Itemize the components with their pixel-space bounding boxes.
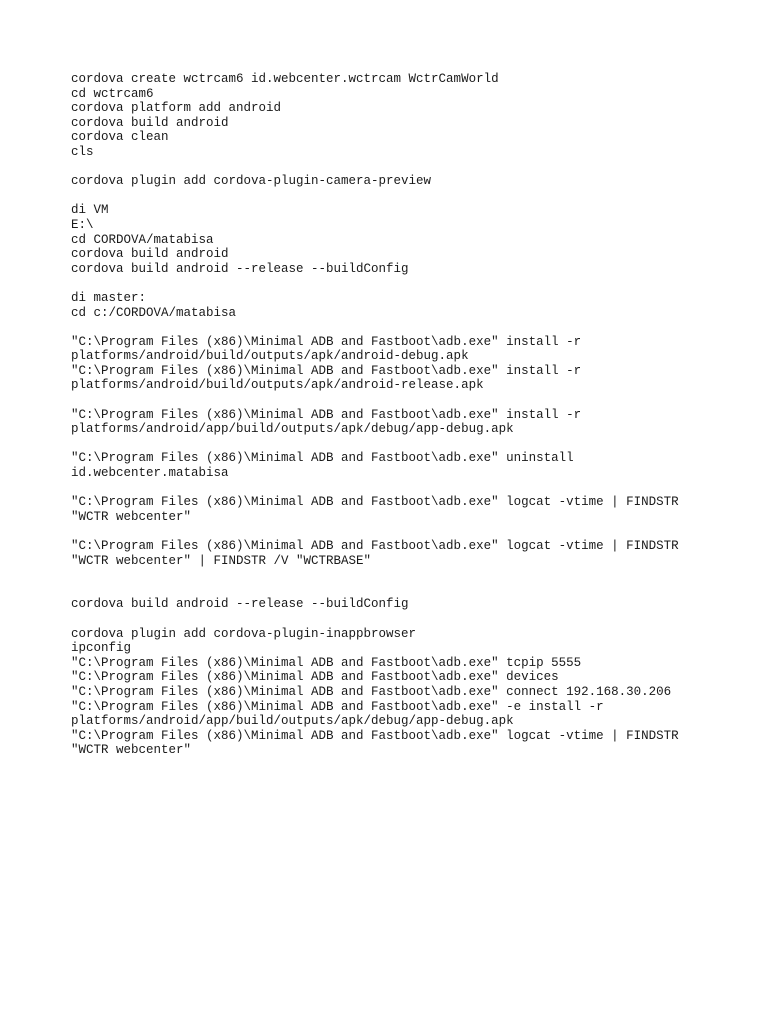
text-line: "WCTR webcenter" [71, 509, 192, 524]
text-block-adb-logcat [71, 495, 751, 524]
text-line: cd c:/CORDOVA/matabisa [71, 305, 237, 320]
text-line: cordova build android [71, 115, 229, 130]
text-line: "WCTR webcenter" | FINDSTR /V "WCTRBASE" [71, 553, 372, 568]
text-line: "C:\Program Files (x86)\Minimal ADB and Fastboot\adb.exe" logcat -vtime | FINDSTR [71, 728, 679, 743]
document-body [71, 72, 751, 773]
text-line: cordova plugin add cordova-plugin-camera-preview [71, 174, 432, 189]
text-line: E:\ [71, 217, 94, 232]
text-block-adb-logcat-filtered [71, 539, 751, 568]
text-block-adb-install-debug [71, 408, 751, 437]
text-block-adb-uninstall [71, 451, 751, 480]
text-block-inappbrowser-wifi-adb [71, 627, 751, 758]
text-block-adb-install-legacy [71, 335, 751, 393]
text-line: "WCTR webcenter" [71, 743, 192, 758]
text-line: platforms/android/app/build/outputs/apk/debug/app-debug.apk [71, 714, 514, 729]
text-line: "C:\Program Files (x86)\Minimal ADB and Fastboot\adb.exe" tcpip 5555 [71, 655, 582, 670]
text-line: "C:\Program Files (x86)\Minimal ADB and Fastboot\adb.exe" install -r [71, 407, 582, 422]
text-line: cordova create wctrcam6 id.webcenter.wctrcam WctrCamWorld [71, 72, 499, 86]
text-line: cordova build android [71, 247, 229, 262]
text-block-camera-plugin [71, 174, 751, 189]
text-line: platforms/android/build/outputs/apk/android-debug.apk [71, 349, 469, 364]
text-line: "C:\Program Files (x86)\Minimal ADB and Fastboot\adb.exe" connect 192.168.30.206 [71, 684, 672, 699]
text-line: cd CORDOVA/matabisa [71, 232, 214, 247]
text-line: platforms/android/app/build/outputs/apk/debug/app-debug.apk [71, 422, 514, 437]
text-block-vm-build [71, 203, 751, 276]
text-line: "C:\Program Files (x86)\Minimal ADB and Fastboot\adb.exe" -e install -r [71, 699, 604, 714]
text-line: cordova build android --release --buildConfig [71, 261, 409, 276]
text-line: cd wctrcam6 [71, 86, 154, 101]
text-line: ipconfig [71, 641, 132, 656]
text-block-master [71, 291, 751, 320]
text-line: cls [71, 144, 94, 159]
text-line: di VM [71, 203, 109, 218]
text-line: "C:\Program Files (x86)\Minimal ADB and Fastboot\adb.exe" install -r [71, 334, 582, 349]
text-line: platforms/android/build/outputs/apk/android-release.apk [71, 378, 484, 393]
text-line: "C:\Program Files (x86)\Minimal ADB and Fastboot\adb.exe" logcat -vtime | FINDSTR [71, 495, 679, 510]
text-line: cordova clean [71, 130, 169, 145]
text-line: cordova platform add android [71, 101, 282, 116]
text-line: cordova build android --release --buildConfig [71, 597, 409, 612]
text-line: "C:\Program Files (x86)\Minimal ADB and Fastboot\adb.exe" install -r [71, 363, 582, 378]
text-line: "C:\Program Files (x86)\Minimal ADB and Fastboot\adb.exe" uninstall [71, 451, 574, 466]
text-block-release-build [71, 597, 751, 612]
text-line: cordova plugin add cordova-plugin-inappbrowser [71, 626, 417, 641]
text-line: "C:\Program Files (x86)\Minimal ADB and Fastboot\adb.exe" devices [71, 670, 559, 685]
text-block-project-setup [71, 72, 751, 160]
text-line: "C:\Program Files (x86)\Minimal ADB and Fastboot\adb.exe" logcat -vtime | FINDSTR [71, 539, 679, 553]
text-line: di master: [71, 290, 147, 305]
text-line: id.webcenter.matabisa [71, 466, 229, 481]
